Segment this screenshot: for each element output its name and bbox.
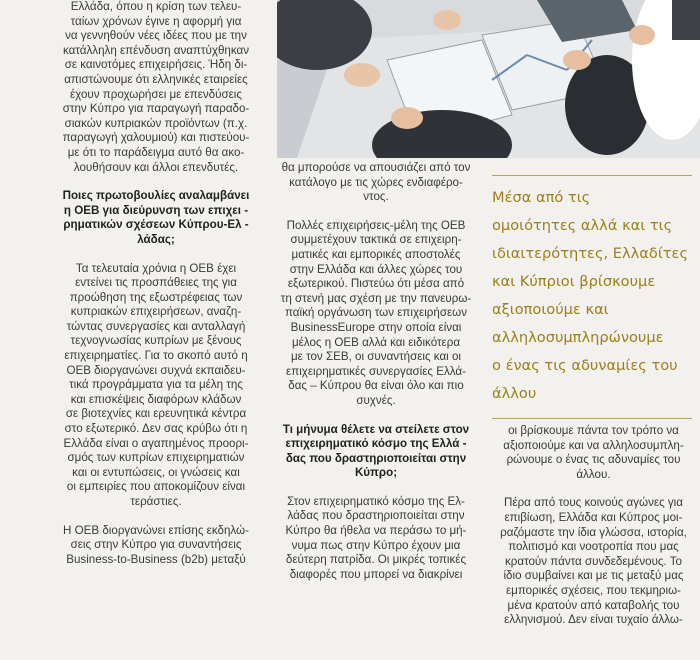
text-line: άλλου [492, 385, 537, 402]
text-line: εντείνει τις προσπάθειες της για [75, 276, 237, 290]
text-line: συχνές. [356, 393, 396, 407]
article-column-1 [50, 0, 262, 567]
text-line: Ελλάδα είναι ο αγαπημένος προορι- [63, 436, 249, 450]
article-column-3 [492, 424, 695, 628]
text-line: στην Ελλάδα και άλλες χώρες του [289, 262, 463, 276]
paragraph [492, 496, 695, 627]
text-line: λάδας που δραστηριοποιείται στην [287, 509, 465, 523]
business-meeting-photo [277, 0, 700, 158]
text-line: θα μπορούσε να απουσιάζει από τον [281, 161, 471, 174]
paragraph [276, 495, 476, 583]
text-line: παϊκή οργάνωση των επιχειρήσεων [284, 306, 468, 320]
pull-quote [492, 184, 697, 408]
text-line: επιβίωση, Ελλάδα και Κύπρος μοι- [504, 510, 683, 524]
text-line: με τον ΣΕΒ, οι συναντήσεις και οι [291, 350, 461, 364]
text-line: με ότι το παράδειγμα αυτό θα ακο- [67, 145, 245, 159]
interview-question [276, 423, 476, 481]
text-line: ίδιο συμβαίνει και με τις μεταξύ μας [503, 569, 684, 583]
text-line: Στον επιχειρηματικό κόσμο της Ελ- [287, 494, 465, 508]
text-line: επιχειρηματίες. Για το σκοπό αυτό η [64, 349, 248, 363]
text-line: και επισκέψεις διαφόρων κλάδων [70, 392, 242, 406]
text-line: δας – Κύπρου θα είναι όλο και πιο [288, 379, 464, 393]
text-line: μέλος η ΟΕΒ αλλά και ειδικότερα [291, 335, 461, 349]
text-line: σε καινοτόμες επιχειρήσεις. Ήδη δι- [64, 58, 248, 72]
text-line: λουθήσουν και άλλοι επενδυτές. [73, 160, 239, 174]
text-line: τη στενή μας σχέση με την πανευρω- [280, 291, 472, 305]
paragraph [492, 424, 695, 482]
text-line: ραζόμαστε την ίδια γλώσσα, ιστορία, [500, 525, 687, 539]
text-line: προώθηση της εξωστρέφειας των [69, 290, 243, 304]
paragraph [50, 524, 262, 568]
text-line: μένα κρατούν από καταβολής του [507, 598, 680, 612]
pullquote-bottom-rule [492, 418, 692, 419]
text-line: νυμα πως στην Κύπρο έχουν μια [291, 538, 461, 552]
text-line: σεις στην Κύπρο για συναντήσεις [70, 538, 242, 552]
text-line: έχουν προχωρήσει με επενδύσεις [70, 87, 242, 101]
text-line: αξιοποιούμε και να αλληλοσυμπλη- [503, 438, 684, 452]
text-line: Κύπρο; [354, 466, 398, 480]
article-column-2 [276, 161, 476, 582]
text-line: αξιοποιούμε και [492, 301, 609, 318]
text-line: κατάλογο με τις χώρες ενδιαφέρο- [289, 175, 463, 189]
interview-question [50, 189, 262, 247]
text-line: εμπορικές σχέσεις, που τεκμηριω- [505, 583, 681, 597]
text-line: οι βρίσκουμε πάντα τον τρόπο να [508, 424, 679, 437]
text-line: σμός των κυπρίων επιχειρηματιών [67, 451, 245, 465]
text-line: τεχνογνωσίας κυπρίων με ξένους [70, 334, 242, 348]
text-line: τικά προγράμματα για τα μέλη της [69, 378, 243, 392]
text-line: τεράστιες. [130, 495, 182, 508]
text-line: κυπριακών επιχειρήσεων, αναζη- [70, 305, 242, 319]
text-line: λάδας; [137, 232, 175, 246]
text-line: παραγωγή χαλουμιού) και πιστεύου- [62, 131, 250, 145]
text-line: ντος. [363, 190, 389, 204]
text-line: σιακών κυπριακών προϊόντων (π.χ. [64, 116, 248, 130]
text-line: άλλου. [576, 467, 611, 481]
text-line: πολιτισμό και νοοτροπία που μας [508, 540, 679, 554]
text-line: τώντας συνεργασίες και ανταλλαγή [66, 319, 246, 333]
text-line: ρώνουμε ο ένας τις αδυναμίες του [506, 453, 681, 467]
text-line: δεύτερη πατρίδα. Οι μικρές τοπικές [285, 553, 467, 567]
text-line: ελληνισμού. Δεν είναι τυχαίο άλλω- [504, 613, 683, 627]
text-line: η ΟΕΒ για διεύρυνση των επιχει - [63, 203, 249, 217]
paragraph [50, 262, 262, 510]
text-line: Business-to-Business (b2b) μεταξύ [66, 552, 246, 566]
paragraph [276, 161, 476, 205]
text-line: Τι μήνυμα θέλετε να στείλετε στον [282, 422, 470, 436]
text-line: να γεννηθούν νέες ιδέες που με την [65, 29, 247, 43]
text-line: BusinessEurope στην οποία είναι [290, 320, 462, 334]
text-line: ΟΕΒ διοργανώνει συχνά εκπαιδευ- [66, 363, 246, 377]
pullquote-top-rule [492, 175, 692, 176]
text-line: διαφορές που μπορεί να διακρίνει [289, 567, 463, 581]
text-line: και Κύπριοι βρίσκουμε [492, 273, 656, 290]
text-line: κατάλληλη επένδυση αναπτύχθηκαν [63, 43, 249, 57]
text-line: στο εξωτερικό. Δεν σας κρύβω ότι η [64, 422, 248, 436]
text-line: ομοιότητες αλλά και τις [492, 217, 673, 234]
text-line: Πέρα από τους κοινούς αγώνες για [504, 496, 683, 510]
text-line: και οι εντυπώσεις, οι γνώσεις και [72, 465, 240, 479]
text-line: οι εμπειρίες που αποκομίζουν είναι [66, 480, 246, 494]
text-line: Τα τελευταία χρόνια η ΟΕΒ έχει [75, 261, 237, 275]
text-line: ιδιαιτερότητες, Ελλαδίτες [492, 245, 689, 262]
text-line: Η ΟΕΒ διοργανώνει επίσης εκδηλώ- [63, 523, 249, 537]
text-line: κρατούν πάντα συνδεδεμένους. Το [504, 554, 683, 568]
paragraph [50, 0, 262, 175]
text-line: στην Κύπρο για παραγωγή παραδο- [62, 102, 250, 116]
text-line: Κύπρο θα ήθελα να περάσω το μή- [285, 524, 467, 538]
text-line: Πολλές επιχειρήσεις-μέλη της ΟΕΒ [286, 218, 466, 232]
text-line: Ελλάδα, όπου η κρίση των τελευ- [70, 0, 242, 13]
text-line: απιστώνουμε ότι ελληνικές εταιρείες [64, 72, 248, 86]
text-line: Μέσα από τις [492, 189, 591, 206]
text-line: Ποιες πρωτοβουλίες αναλαμβάνει [62, 189, 250, 203]
text-line: ρηματικών σχέσεων Κύπρου-Ελ - [63, 218, 249, 232]
text-line: επιχειρηματικό κόσμο της Ελλά - [285, 437, 467, 451]
text-line: ο ένας τις αδυναμίες του [492, 357, 678, 374]
paragraph [276, 219, 476, 409]
text-line: εξωτερικού. Πιστεύω ότι μέσα από [287, 277, 465, 291]
text-line: σε βιοτεχνίες και ερευνητικά κέντρα [65, 407, 247, 421]
text-line: ταίων χρόνων έγινε η αφορμή για [70, 14, 242, 28]
text-line: ματικές και εμπορικές αποστολές [291, 247, 461, 261]
text-line: αλληλοσυμπληρώνουμε [492, 329, 664, 346]
text-line: συμμετέχουν τακτικά σε επιχειρη- [290, 233, 462, 247]
text-line: δας που δραστηριοποιείται στην [285, 451, 467, 465]
text-line: επιχειρηματικές συνεργασίες Ελλά- [286, 364, 466, 378]
